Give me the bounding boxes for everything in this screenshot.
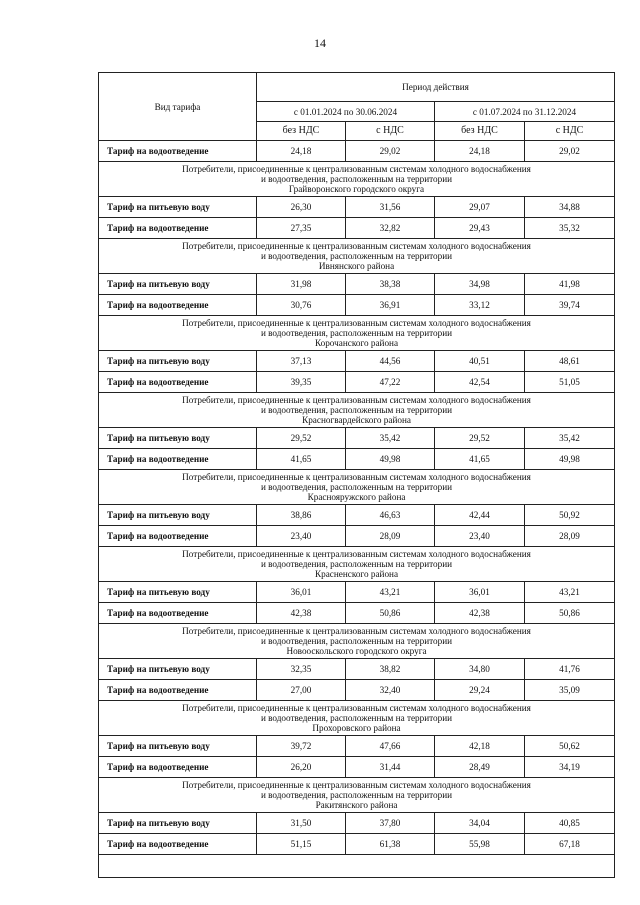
cell-value: 49,98 xyxy=(346,449,435,470)
cell-value: 35,42 xyxy=(346,428,435,449)
region-heading-row xyxy=(99,547,615,582)
region-heading-row xyxy=(99,624,615,659)
region-heading-line1: Потребители, присоединенные к централизованным системам холодного водоснабжения xyxy=(182,164,531,174)
region-heading xyxy=(99,701,615,736)
region-heading-row xyxy=(99,239,615,274)
row-label: Тариф на водоотведение xyxy=(99,834,257,855)
cell-value: 35,09 xyxy=(525,680,615,701)
region-heading-line1: Потребители, присоединенные к централизованным системам холодного водоснабжения xyxy=(182,318,531,328)
region-heading xyxy=(99,162,615,197)
region-heading-line1: Потребители, присоединенные к централизованным системам холодного водоснабжения xyxy=(182,472,531,482)
region-heading-row xyxy=(99,470,615,505)
cell-value: 35,42 xyxy=(525,428,615,449)
table-row xyxy=(99,659,615,680)
table-row xyxy=(99,141,615,162)
cell-value: 38,38 xyxy=(346,274,435,295)
cell-value: 30,76 xyxy=(257,295,346,316)
empty-cell xyxy=(99,855,615,878)
cell-value: 40,85 xyxy=(525,813,615,834)
cell-value: 43,21 xyxy=(525,582,615,603)
cell-value: 29,52 xyxy=(435,428,525,449)
cell-value: 42,44 xyxy=(435,505,525,526)
region-heading-line2: и водоотведения, расположенным на территории xyxy=(260,559,453,569)
cell-value: 46,63 xyxy=(346,505,435,526)
cell-value: 40,51 xyxy=(435,351,525,372)
region-heading-line1: Потребители, присоединенные к централизованным системам холодного водоснабжения xyxy=(182,241,531,251)
cell-value: 47,22 xyxy=(346,372,435,393)
region-heading-line3: Ракитянского района xyxy=(315,800,398,810)
row-label: Тариф на питьевую воду xyxy=(99,582,257,603)
region-heading-line1: Потребители, присоединенные к централизованным системам холодного водоснабжения xyxy=(182,703,531,713)
cell-value: 50,92 xyxy=(525,505,615,526)
cell-value: 50,86 xyxy=(525,603,615,624)
cell-value: 28,49 xyxy=(435,757,525,778)
table-row xyxy=(99,197,615,218)
cell-value: 39,74 xyxy=(525,295,615,316)
region-heading-row xyxy=(99,701,615,736)
page-number: 14 xyxy=(314,36,326,50)
region-heading-line3: Грайворонского городского округа xyxy=(288,184,425,194)
table-row xyxy=(99,757,615,778)
cell-value: 39,72 xyxy=(257,736,346,757)
empty-row xyxy=(99,855,615,878)
row-label: Тариф на водоотведение xyxy=(99,603,257,624)
region-heading xyxy=(99,239,615,274)
region-heading-line1: Потребители, присоединенные к централизованным системам холодного водоснабжения xyxy=(182,626,531,636)
cell-value: 37,80 xyxy=(346,813,435,834)
region-heading-line1: Потребители, присоединенные к централизованным системам холодного водоснабжения xyxy=(182,780,531,790)
table-row xyxy=(99,218,615,239)
cell-value: 32,82 xyxy=(346,218,435,239)
table-row xyxy=(99,582,615,603)
header-without-vat: без НДС xyxy=(435,122,525,141)
cell-value: 42,18 xyxy=(435,736,525,757)
cell-value: 44,56 xyxy=(346,351,435,372)
cell-value: 41,65 xyxy=(257,449,346,470)
header-with-vat: с НДС xyxy=(525,122,615,141)
row-label: Тариф на водоотведение xyxy=(99,526,257,547)
cell-value: 51,05 xyxy=(525,372,615,393)
cell-value: 42,54 xyxy=(435,372,525,393)
cell-value: 28,09 xyxy=(525,526,615,547)
header-with-vat: с НДС xyxy=(346,122,435,141)
cell-value: 29,43 xyxy=(435,218,525,239)
row-label: Тариф на водоотведение xyxy=(99,372,257,393)
cell-value: 31,56 xyxy=(346,197,435,218)
cell-value: 41,98 xyxy=(525,274,615,295)
row-label: Тариф на водоотведение xyxy=(99,218,257,239)
cell-value: 36,01 xyxy=(257,582,346,603)
row-label: Тариф на питьевую воду xyxy=(99,505,257,526)
table-row xyxy=(99,680,615,701)
cell-value: 41,76 xyxy=(525,659,615,680)
cell-value: 23,40 xyxy=(257,526,346,547)
cell-value: 29,02 xyxy=(346,141,435,162)
region-heading-line2: и водоотведения, расположенным на территории xyxy=(260,405,453,415)
region-heading-line2: и водоотведения, расположенным на территории xyxy=(260,251,453,261)
region-heading-line3: Ивнянского района xyxy=(318,261,395,271)
table-row xyxy=(99,505,615,526)
row-label: Тариф на питьевую воду xyxy=(99,813,257,834)
cell-value: 43,21 xyxy=(346,582,435,603)
table-row xyxy=(99,428,615,449)
region-heading-row xyxy=(99,162,615,197)
cell-value: 29,24 xyxy=(435,680,525,701)
cell-value: 42,38 xyxy=(257,603,346,624)
region-heading-line3: Красногвардейского района xyxy=(302,415,411,425)
cell-value: 24,18 xyxy=(257,141,346,162)
table-row xyxy=(99,351,615,372)
header-range-second-half: с 01.07.2024 по 31.12.2024 xyxy=(435,102,615,122)
header-row xyxy=(99,73,615,102)
table-row xyxy=(99,449,615,470)
cell-value: 47,66 xyxy=(346,736,435,757)
cell-value: 38,86 xyxy=(257,505,346,526)
region-heading-line2: и водоотведения, расположенным на территории xyxy=(260,482,453,492)
region-heading-line2: и водоотведения, расположенным на территории xyxy=(260,790,453,800)
cell-value: 27,00 xyxy=(257,680,346,701)
cell-value: 50,62 xyxy=(525,736,615,757)
row-label: Тариф на питьевую воду xyxy=(99,351,257,372)
region-heading-line3: Корочанского района xyxy=(314,338,399,348)
cell-value: 24,18 xyxy=(435,141,525,162)
cell-value: 35,32 xyxy=(525,218,615,239)
row-label: Тариф на водоотведение xyxy=(99,141,257,162)
region-heading-line2: и водоотведения, расположенным на территории xyxy=(260,713,453,723)
region-heading-line2: и водоотведения, расположенным на территории xyxy=(260,174,453,184)
cell-value: 51,15 xyxy=(257,834,346,855)
table-row xyxy=(99,274,615,295)
table-row xyxy=(99,372,615,393)
cell-value: 36,91 xyxy=(346,295,435,316)
cell-value: 28,09 xyxy=(346,526,435,547)
region-heading xyxy=(99,393,615,428)
table-row xyxy=(99,834,615,855)
region-heading-line3: Новооскольского городского округа xyxy=(286,646,427,656)
region-heading-row xyxy=(99,393,615,428)
cell-value: 36,01 xyxy=(435,582,525,603)
table-row xyxy=(99,295,615,316)
region-heading-line3: Прохоровского района xyxy=(312,723,401,733)
row-label: Тариф на водоотведение xyxy=(99,449,257,470)
region-heading-line2: и водоотведения, расположенным на территории xyxy=(260,636,453,646)
cell-value: 33,12 xyxy=(435,295,525,316)
cell-value: 27,35 xyxy=(257,218,346,239)
region-heading xyxy=(99,316,615,351)
cell-value: 61,38 xyxy=(346,834,435,855)
region-heading-row xyxy=(99,316,615,351)
cell-value: 48,61 xyxy=(525,351,615,372)
cell-value: 32,40 xyxy=(346,680,435,701)
header-range-first-half: с 01.01.2024 по 30.06.2024 xyxy=(257,102,435,122)
table-row xyxy=(99,526,615,547)
cell-value: 67,18 xyxy=(525,834,615,855)
cell-value: 31,44 xyxy=(346,757,435,778)
cell-value: 41,65 xyxy=(435,449,525,470)
cell-value: 49,98 xyxy=(525,449,615,470)
cell-value: 55,98 xyxy=(435,834,525,855)
cell-value: 29,07 xyxy=(435,197,525,218)
cell-value: 31,98 xyxy=(257,274,346,295)
cell-value: 39,35 xyxy=(257,372,346,393)
region-heading-row xyxy=(99,778,615,813)
cell-value: 26,20 xyxy=(257,757,346,778)
cell-value: 23,40 xyxy=(435,526,525,547)
row-label: Тариф на водоотведение xyxy=(99,757,257,778)
cell-value: 34,88 xyxy=(525,197,615,218)
row-label: Тариф на питьевую воду xyxy=(99,428,257,449)
cell-value: 34,19 xyxy=(525,757,615,778)
region-heading xyxy=(99,778,615,813)
cell-value: 29,52 xyxy=(257,428,346,449)
header-without-vat: без НДС xyxy=(257,122,346,141)
cell-value: 32,35 xyxy=(257,659,346,680)
header-period: Период действия xyxy=(257,73,615,102)
region-heading-line2: и водоотведения, расположенным на территории xyxy=(260,328,453,338)
cell-value: 31,50 xyxy=(257,813,346,834)
row-label: Тариф на водоотведение xyxy=(99,680,257,701)
region-heading xyxy=(99,624,615,659)
cell-value: 34,98 xyxy=(435,274,525,295)
row-label: Тариф на водоотведение xyxy=(99,295,257,316)
region-heading-line3: Краснояружского района xyxy=(307,492,406,502)
region-heading-line1: Потребители, присоединенные к централизованным системам холодного водоснабжения xyxy=(182,549,531,559)
row-label: Тариф на питьевую воду xyxy=(99,659,257,680)
region-heading-line1: Потребители, присоединенные к централизованным системам холодного водоснабжения xyxy=(182,395,531,405)
header-tariff-kind: Вид тарифа xyxy=(99,73,257,141)
row-label: Тариф на питьевую воду xyxy=(99,197,257,218)
cell-value: 26,30 xyxy=(257,197,346,218)
row-label: Тариф на питьевую воду xyxy=(99,736,257,757)
cell-value: 50,86 xyxy=(346,603,435,624)
cell-value: 37,13 xyxy=(257,351,346,372)
tariff-table xyxy=(98,72,615,878)
cell-value: 38,82 xyxy=(346,659,435,680)
cell-value: 34,04 xyxy=(435,813,525,834)
table-row xyxy=(99,736,615,757)
region-heading xyxy=(99,470,615,505)
cell-value: 34,80 xyxy=(435,659,525,680)
region-heading xyxy=(99,547,615,582)
row-label: Тариф на питьевую воду xyxy=(99,274,257,295)
cell-value: 42,38 xyxy=(435,603,525,624)
region-heading-line3: Красненского района xyxy=(314,569,399,579)
cell-value: 29,02 xyxy=(525,141,615,162)
table-row xyxy=(99,603,615,624)
table-row xyxy=(99,813,615,834)
